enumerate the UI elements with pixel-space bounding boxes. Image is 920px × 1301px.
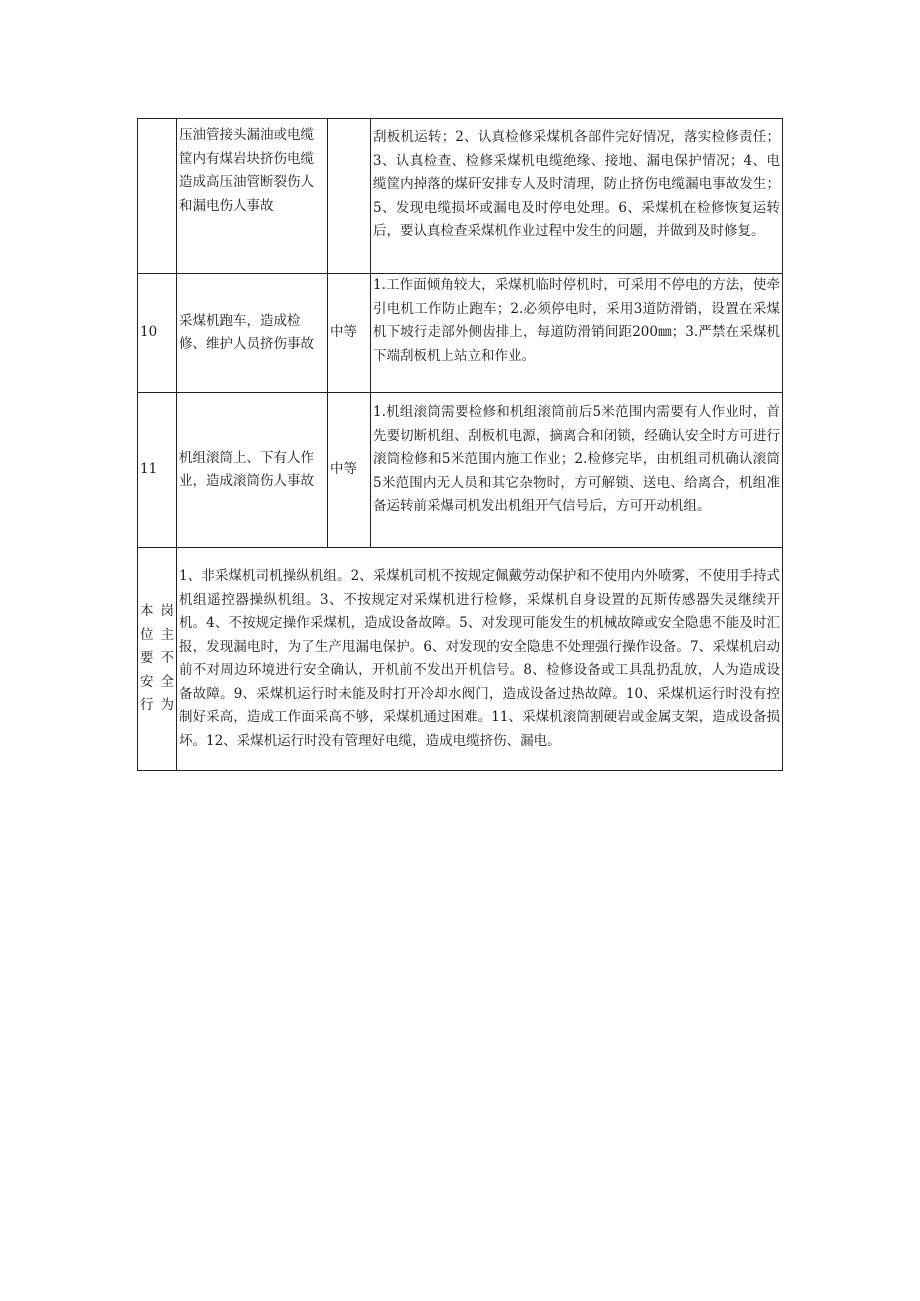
row-number (138, 119, 177, 274)
table-row (138, 393, 783, 548)
control-measures: 1.工作面倾角较大，采煤机临时停机时，可采用不停电的方法，使牵引电机工作防止跑车；2.必须停电时，采用3道防滑销，设置在采煤机下坡行走部外侧齿排上，每道防滑销间距200㎜；3.严禁在采煤机下端刮板机上站立和作业。 (371, 274, 783, 393)
risk-level (328, 119, 371, 274)
unsafe-behaviors-label: 本岗位主要不安全行为 (138, 548, 177, 771)
risk-level: 中等 (328, 393, 371, 548)
unsafe-behaviors-row (138, 548, 783, 771)
table-row (138, 274, 783, 393)
risk-level: 中等 (328, 274, 371, 393)
row-number: 10 (138, 274, 177, 393)
hazard-table (137, 118, 783, 771)
control-measures: 刮板机运转；2、认真检修采煤机各部件完好情况，落实检修责任；3、认真检查、检修采煤机电缆绝缘、接地、漏电保护情况；4、电缆筐内掉落的煤矸安排专人及时清理，防止挤伤电缆漏电事故发生；5、发现电缆损坏或漏电及时停电处理。6、采煤机在检修恢复运转后，要认真检查采煤机作业过程中发生的问题，并做到及时修复。 (371, 119, 783, 274)
unsafe-behaviors-text: 1、非采煤机司机操纵机组。2、采煤机司机不按规定佩戴劳动保护和不使用内外喷雾，不使用手持式机组遥控器操纵机组。3、不按规定对采煤机进行检修，采煤机自身设置的瓦斯传感器失灵继续开机。4、不按规定操作采煤机，造成设备故障。5、对发现可能发生的机械故障或安全隐患不能及时汇报，发现漏电时，为了生产甩漏电保护。6、对发现的安全隐患不处理强行操作设备。7、采煤机启动前不对周边环境进行安全确认，开机前不发出开机信号。8、检修设备或工具乱扔乱放，人为造成设备故障。9、采煤机运行时未能及时打开冷却水阀门，造成设备过热故障。10、采煤机运行时没有控制好采高，造成工作面采高不够，采煤机通过困难。11、采煤机滚筒割硬岩或金属支架，造成设备损坏。12、采煤机运行时没有管理好电缆，造成电缆挤伤、漏电。 (177, 548, 783, 771)
control-measures: 1.机组滚筒需要检修和机组滚筒前后5米范围内需要有人作业时，首先要切断机组、刮板机电源，摘离合和闭锁，经确认安全时方可进行滚筒检修和5米范围内施工作业；2.检修完毕，由机组司机确认滚筒5米范围内无人员和其它杂物时，方可解锁、送电、给离合，机组准备运转前采爆司机发出机组开气信号后，方可开动机组。 (371, 393, 783, 548)
row-number: 11 (138, 393, 177, 548)
table-row (138, 119, 783, 274)
hazard-description: 压油管接头漏油或电缆筐内有煤岩块挤伤电缆造成高压油管断裂伤人和漏电伤人事故 (177, 119, 328, 274)
hazard-description: 机组滚筒上、下有人作业，造成滚筒伤人事故 (177, 393, 328, 548)
hazard-description: 采煤机跑车，造成检修、维护人员挤伤事故 (177, 274, 328, 393)
